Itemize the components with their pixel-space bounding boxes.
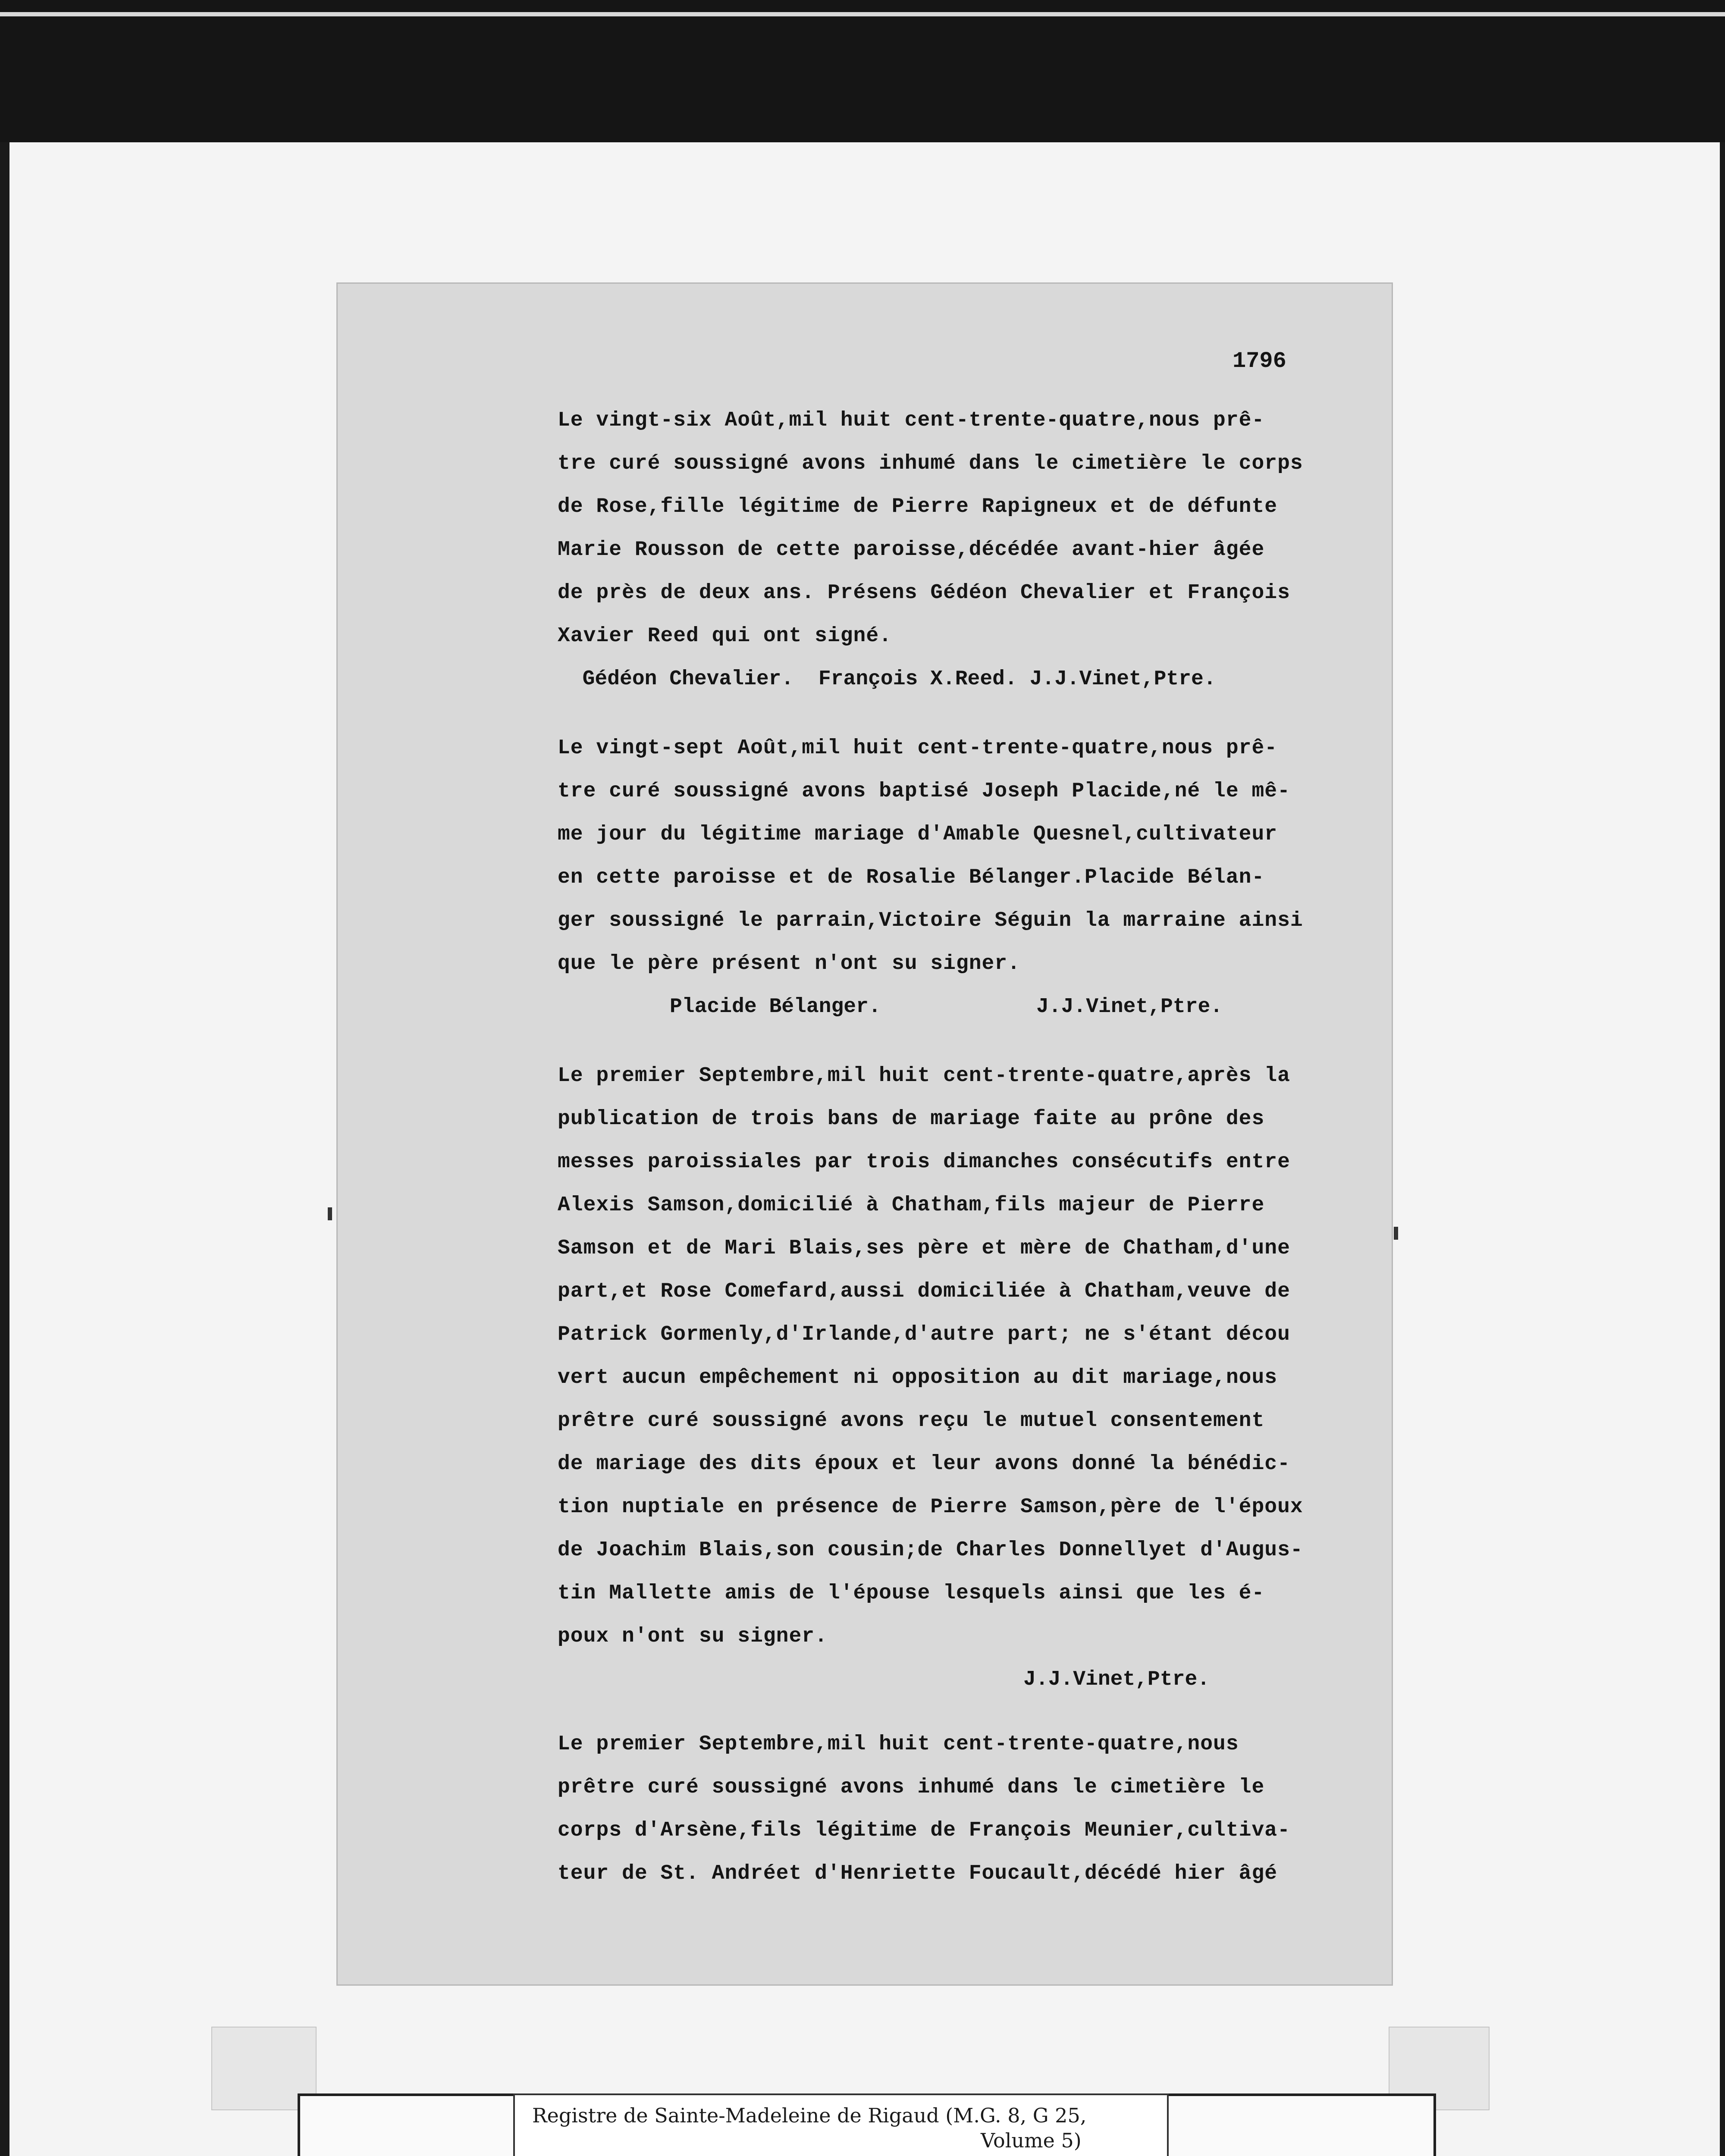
text-line: que le père présent n'ont su signer. bbox=[558, 952, 1020, 975]
text-line: tin Mallette amis de l'épouse lesquels ainsi que les é- bbox=[558, 1582, 1265, 1605]
text-line: tre curé soussigné avons inhumé dans le cimetière le corps bbox=[558, 452, 1303, 475]
binding-mark bbox=[328, 1207, 332, 1220]
reference-volume: Volume 5) bbox=[981, 2129, 1082, 2152]
text-line: Le premier Septembre,mil huit cent-trente-quatre,après la bbox=[558, 1064, 1290, 1087]
register-page bbox=[336, 282, 1393, 1986]
text-line: de près de deux ans. Présens Gédéon Chevalier et François bbox=[558, 581, 1290, 605]
text-line: vert aucun empêchement ni opposition au dit mariage,nous bbox=[558, 1366, 1278, 1389]
text-line: me jour du légitime mariage d'Amable Quesnel,cultivateur bbox=[558, 823, 1278, 846]
text-line: teur de St. Andréet d'Henriette Foucault,décédé hier âgé bbox=[558, 1862, 1278, 1885]
text-line: ger soussigné le parrain,Victoire Séguin la marraine ainsi bbox=[558, 909, 1303, 932]
text-line: Samson et de Mari Blais,ses père et mère de Chatham,d'une bbox=[558, 1237, 1290, 1260]
text-line: de Rose,fille légitime de Pierre Rapigneux et de défunte bbox=[558, 495, 1278, 518]
text-line: Alexis Samson,domicilié à Chatham,fils majeur de Pierre bbox=[558, 1194, 1265, 1217]
film-left-edge bbox=[0, 142, 9, 2156]
text-line: part,et Rose Comefard,aussi domiciliée à Chatham,veuve de bbox=[558, 1280, 1290, 1303]
text-line: messes paroissiales par trois dimanches consécutifs entre bbox=[558, 1150, 1290, 1174]
signature-vinet: J.J.Vinet,Ptre. bbox=[1023, 1668, 1210, 1691]
text-line: Patrick Gormenly,d'Irlande,d'autre part; ne s'étant décou bbox=[558, 1323, 1290, 1346]
text-line: de mariage des dits époux et leur avons donné la bénédic- bbox=[558, 1452, 1290, 1476]
text-line: de Joachim Blais,son cousin;de Charles Donnellyet d'Augus- bbox=[558, 1539, 1303, 1562]
text-line: corps d'Arsène,fils légitime de François Meunier,cultiva- bbox=[558, 1819, 1290, 1842]
text-line: Marie Rousson de cette paroisse,décédée avant-hier âgée bbox=[558, 538, 1265, 561]
text-line: prêtre curé soussigné avons reçu le mutuel consentement bbox=[558, 1409, 1265, 1432]
text-line: publication de trois bans de mariage faite au prône des bbox=[558, 1107, 1265, 1131]
page-number: 1796 bbox=[1233, 348, 1286, 374]
film-right-edge bbox=[1720, 142, 1725, 2156]
text-line: Le vingt-sept Août,mil huit cent-trente-quatre,nous prê- bbox=[558, 736, 1278, 760]
text-line: tion nuptiale en présence de Pierre Samson,père de l'époux bbox=[558, 1495, 1303, 1519]
binding-mark bbox=[1394, 1227, 1398, 1240]
text-line: tre curé soussigné avons baptisé Joseph Placide,né le mê- bbox=[558, 780, 1290, 803]
signature-line: Gédéon Chevalier. François X.Reed. J.J.Vinet,Ptre. bbox=[558, 667, 1216, 691]
text-line: prêtre curé soussigné avons inhumé dans le cimetière le bbox=[558, 1776, 1265, 1799]
text-line: Le vingt-six Août,mil huit cent-trente-quatre,nous prê- bbox=[558, 409, 1265, 432]
text-line: Le premier Septembre,mil huit cent-trente-quatre,nous bbox=[558, 1733, 1239, 1756]
reference-text: Registre de Sainte-Madeleine de Rigaud (M.G. 8, G 25, bbox=[532, 2104, 1087, 2127]
text-line: poux n'ont su signer. bbox=[558, 1625, 828, 1648]
signature-vinet: J.J.Vinet,Ptre. bbox=[1036, 995, 1223, 1018]
film-edge-line bbox=[0, 12, 1725, 16]
reference-slip bbox=[513, 2093, 1169, 2156]
signature-placide: Placide Bélanger. bbox=[670, 995, 881, 1018]
text-line: Xavier Reed qui ont signé. bbox=[558, 624, 892, 648]
text-line: en cette paroisse et de Rosalie Bélanger.Placide Bélan- bbox=[558, 866, 1265, 889]
film-top-band bbox=[0, 0, 1725, 142]
